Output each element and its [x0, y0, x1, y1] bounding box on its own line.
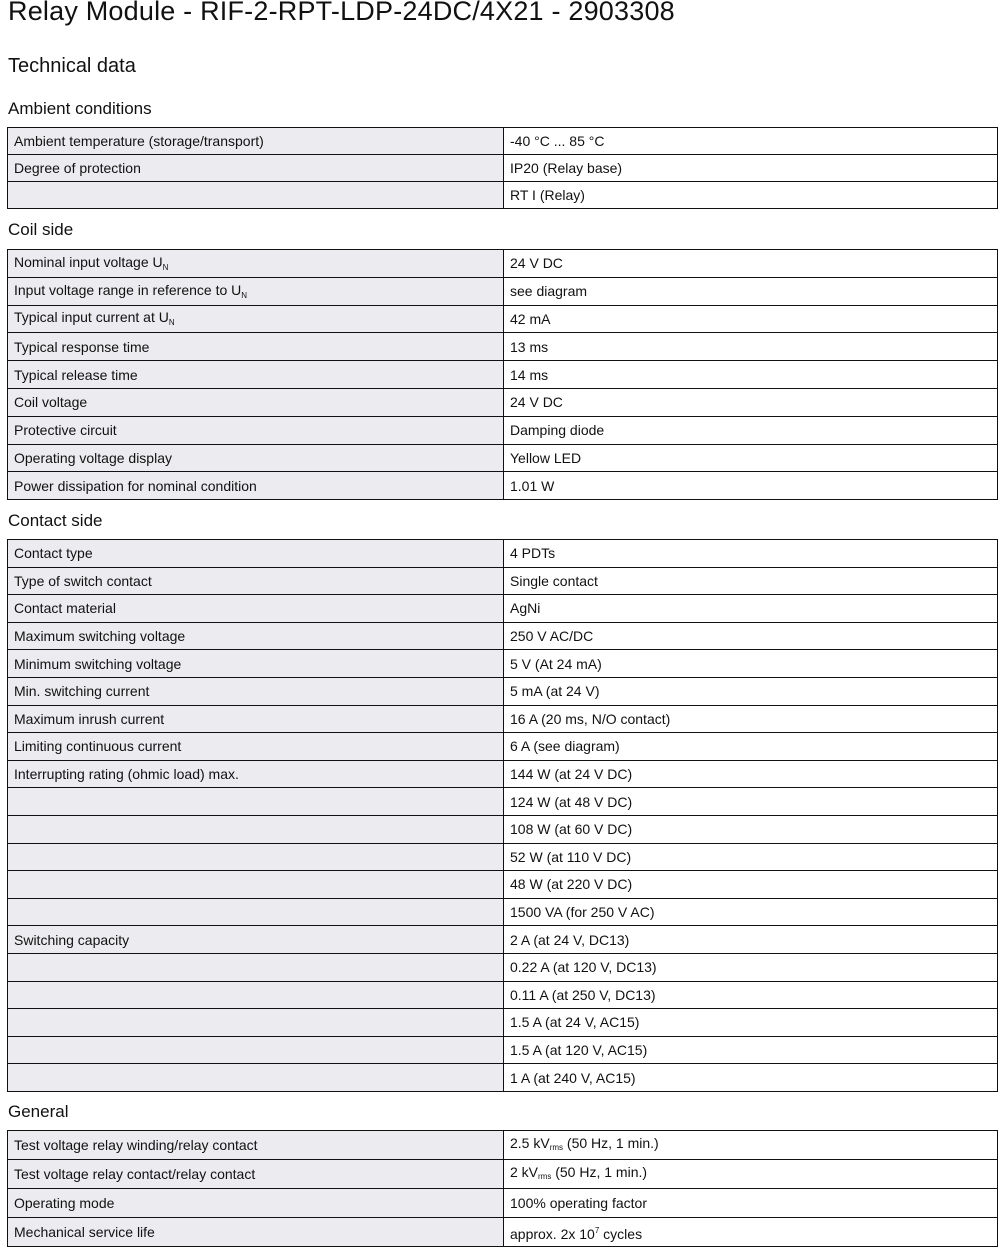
spec-label-subscript: N: [241, 290, 248, 300]
spec-value: 250 V AC/DC: [504, 622, 998, 650]
table-row: [8, 333, 998, 361]
spec-value: 4 PDTs: [504, 540, 998, 568]
spec-value: 1.5 A (at 24 V, AC15): [504, 1009, 998, 1037]
spec-value: -40 °C ... 85 °C: [504, 128, 998, 155]
spec-value-superscript: 7: [594, 1225, 600, 1235]
spec-value: RT I (Relay): [504, 182, 998, 209]
spec-value: Yellow LED: [504, 444, 998, 472]
spec-value: IP20 (Relay base): [504, 155, 998, 182]
spec-value: 1500 VA (for 250 V AC): [504, 898, 998, 926]
spec-value: 0.22 A (at 120 V, DC13): [504, 953, 998, 981]
table-row: [8, 1189, 998, 1218]
table-row: [8, 871, 998, 899]
spec-label-text: Input voltage range in reference to U: [14, 281, 242, 298]
spec-label: [8, 953, 504, 981]
table-row: [8, 1218, 998, 1247]
spec-label-text: Operating voltage display: [14, 449, 172, 466]
spec-value: 16 A (20 ms, N/O contact): [504, 705, 998, 733]
general-table: [7, 1130, 998, 1247]
spec-label: [8, 1009, 504, 1037]
table-row: [8, 277, 998, 305]
spec-value: [504, 1218, 998, 1247]
section-heading-contact: Contact side: [8, 511, 103, 530]
table-row: [8, 898, 998, 926]
spec-value: 24 V DC: [504, 388, 998, 416]
spec-label: [8, 815, 504, 843]
spec-label-text: Protective circuit: [14, 422, 117, 439]
spec-label: [8, 333, 504, 361]
spec-value-subscript: rms: [538, 1171, 552, 1181]
table-row: [8, 953, 998, 981]
spec-value: 42 mA: [504, 305, 998, 333]
spec-label: Limiting continuous current: [8, 733, 504, 761]
spec-value: 14 ms: [504, 361, 998, 389]
spec-value: [504, 1160, 998, 1189]
spec-label: Interrupting rating (ohmic load) max.: [8, 760, 504, 788]
spec-value: [504, 1131, 998, 1160]
spec-value: 24 V DC: [504, 250, 998, 278]
spec-value: 1 A (at 240 V, AC15): [504, 1064, 998, 1092]
table-row: [8, 155, 998, 182]
spec-label: [8, 843, 504, 871]
spec-value: 5 V (At 24 mA): [504, 650, 998, 678]
spec-label: Min. switching current: [8, 677, 504, 705]
table-row: [8, 981, 998, 1009]
page-subtitle: Technical data: [8, 55, 136, 77]
spec-label: Type of switch contact: [8, 567, 504, 595]
spec-value: 6 A (see diagram): [504, 733, 998, 761]
spec-label-text: Typical response time: [14, 338, 150, 355]
table-row: [8, 250, 998, 278]
table-row: [8, 540, 998, 568]
spec-value: AgNi: [504, 595, 998, 623]
spec-value: 48 W (at 220 V DC): [504, 871, 998, 899]
spec-label: Maximum switching voltage: [8, 622, 504, 650]
table-row: [8, 1064, 998, 1092]
spec-label: Switching capacity: [8, 926, 504, 954]
spec-label-subscript: N: [168, 318, 175, 328]
table-row: [8, 926, 998, 954]
spec-label: Degree of protection: [8, 155, 504, 182]
spec-value: 13 ms: [504, 333, 998, 361]
spec-label: [8, 898, 504, 926]
spec-label-text: Power dissipation for nominal condition: [14, 477, 257, 494]
table-row: [8, 305, 998, 333]
table-row: [8, 843, 998, 871]
spec-label: [8, 182, 504, 209]
spec-label: Test voltage relay contact/relay contact: [8, 1160, 504, 1189]
table-row: [8, 1160, 998, 1189]
table-row: [8, 705, 998, 733]
spec-label-text: Typical release time: [14, 366, 138, 383]
table-row: [8, 733, 998, 761]
section-heading-general: General: [8, 1102, 69, 1121]
spec-value: 108 W (at 60 V DC): [504, 815, 998, 843]
table-row: [8, 1036, 998, 1064]
table-row: [8, 1009, 998, 1037]
spec-value-text: approx. 2x 10: [510, 1225, 595, 1242]
spec-label-subscript: N: [162, 262, 169, 272]
spec-value: 1.5 A (at 120 V, AC15): [504, 1036, 998, 1064]
table-row: [8, 1131, 998, 1160]
spec-label: [8, 388, 504, 416]
spec-value: Damping diode: [504, 416, 998, 444]
spec-value-suffix: (50 Hz, 1 min.): [563, 1134, 659, 1151]
spec-label: [8, 305, 504, 333]
spec-value: 2 A (at 24 V, DC13): [504, 926, 998, 954]
spec-value: 0.11 A (at 250 V, DC13): [504, 981, 998, 1009]
spec-label: [8, 1064, 504, 1092]
spec-label: Contact material: [8, 595, 504, 623]
spec-label: [8, 871, 504, 899]
spec-value: [504, 1189, 998, 1218]
table-row: [8, 815, 998, 843]
spec-value-text: 2 kV: [510, 1163, 539, 1180]
spec-label-text: Typical input current at U: [14, 309, 169, 326]
spec-label: Contact type: [8, 540, 504, 568]
spec-value-suffix: (50 Hz, 1 min.): [551, 1163, 648, 1180]
page-title: Relay Module - RIF-2-RPT-LDP-24DC/4X21 - 2903308: [8, 0, 675, 26]
table-row: [8, 182, 998, 209]
table-row: [8, 650, 998, 678]
table-row: [8, 760, 998, 788]
spec-label: [8, 1036, 504, 1064]
table-row: [8, 361, 998, 389]
coil-table: [7, 249, 998, 500]
spec-label: Mechanical service life: [8, 1218, 504, 1247]
spec-label: [8, 788, 504, 816]
spec-value-suffix: cycles: [599, 1225, 643, 1242]
spec-value: 5 mA (at 24 V): [504, 677, 998, 705]
spec-label-text: Nominal input voltage U: [14, 253, 163, 270]
spec-label: Maximum inrush current: [8, 705, 504, 733]
ambient-table: [7, 127, 998, 209]
spec-label: Operating mode: [8, 1189, 504, 1218]
table-row: [8, 444, 998, 472]
spec-value: 1.01 W: [504, 472, 998, 500]
spec-value: 124 W (at 48 V DC): [504, 788, 998, 816]
section-heading-coil: Coil side: [8, 220, 74, 239]
spec-label: [8, 250, 504, 278]
spec-label: [8, 472, 504, 500]
table-row: [8, 472, 998, 500]
table-row: [8, 388, 998, 416]
contact-table: [7, 539, 998, 1092]
table-row: [8, 788, 998, 816]
table-row: [8, 595, 998, 623]
spec-value-text: 2.5 kV: [510, 1134, 550, 1151]
spec-value: see diagram: [504, 277, 998, 305]
spec-label: Minimum switching voltage: [8, 650, 504, 678]
table-row: [8, 416, 998, 444]
spec-label: [8, 981, 504, 1009]
table-row: [8, 128, 998, 155]
spec-value: 144 W (at 24 V DC): [504, 760, 998, 788]
table-row: [8, 622, 998, 650]
spec-label: [8, 361, 504, 389]
spec-value: Single contact: [504, 567, 998, 595]
section-heading-ambient: Ambient conditions: [8, 99, 152, 118]
spec-value-text: 100% operating factor: [510, 1195, 647, 1211]
spec-label: [8, 444, 504, 472]
table-row: [8, 677, 998, 705]
spec-label: [8, 277, 504, 305]
spec-label: Ambient temperature (storage/transport): [8, 128, 504, 155]
spec-label: [8, 416, 504, 444]
spec-label-text: Coil voltage: [14, 394, 88, 411]
spec-value: 52 W (at 110 V DC): [504, 843, 998, 871]
table-row: [8, 567, 998, 595]
spec-label: Test voltage relay winding/relay contact: [8, 1131, 504, 1160]
spec-value-subscript: rms: [549, 1142, 564, 1152]
